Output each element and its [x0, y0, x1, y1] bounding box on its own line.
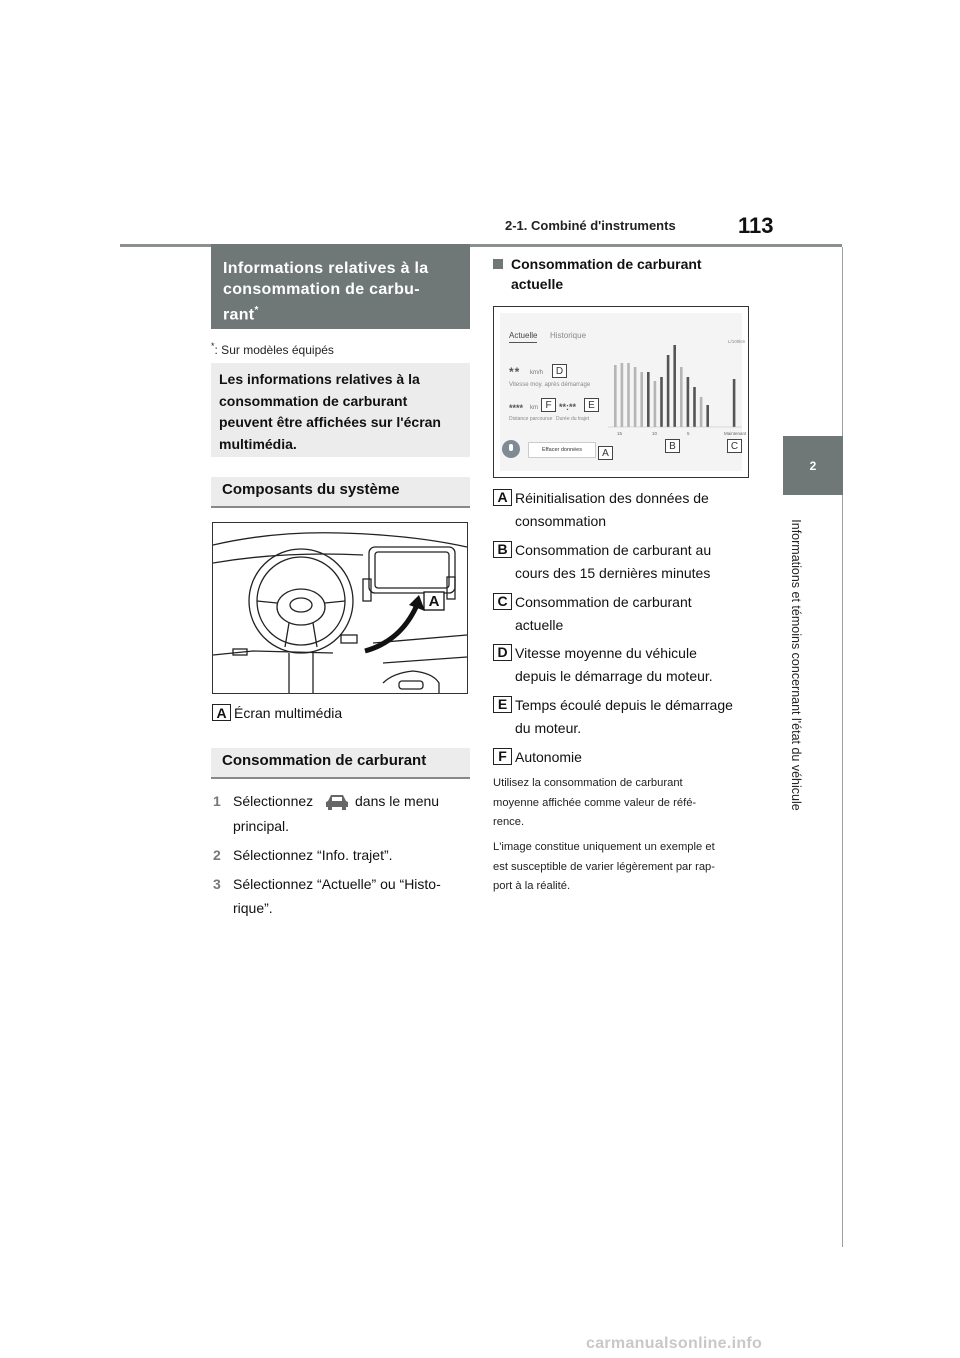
- footnote-star: *: [211, 341, 215, 351]
- main-heading-line: consommation de carbu-: [223, 281, 420, 298]
- step-text: Sélectionnez “Actuelle” ou “Histo-: [233, 876, 441, 892]
- step-text: dans le menu: [355, 793, 440, 809]
- section-title: 2-1. Combiné d'instruments: [505, 218, 676, 233]
- square-bullet-icon: [493, 259, 503, 269]
- chart-bar: [614, 365, 617, 427]
- speed-value: **: [509, 365, 521, 379]
- footer-watermark: carmanualsonline.info: [586, 1335, 763, 1352]
- caption-text: Écran multimédia: [234, 705, 343, 721]
- consumption-heading: Consommation de carburant: [211, 748, 470, 779]
- step-number: 1: [213, 793, 221, 809]
- note-line: rence.: [493, 816, 525, 828]
- side-divider: [842, 247, 843, 1247]
- callout-b: B: [665, 439, 680, 453]
- footnote: [211, 341, 334, 357]
- chart-bar: [706, 405, 709, 427]
- chapter-tab[interactable]: [783, 436, 843, 495]
- callout-d: D: [552, 364, 567, 378]
- chart-bar: [640, 372, 643, 427]
- chart-bar: [660, 377, 663, 427]
- step-number: 3: [213, 876, 221, 892]
- tab-history[interactable]: Historique: [550, 331, 587, 340]
- caption-label: A: [212, 704, 231, 721]
- main-heading: [211, 244, 470, 329]
- main-heading-line: Informations relatives à la: [223, 260, 429, 277]
- chart-bar: [647, 372, 650, 427]
- components-heading: Composants du système: [211, 477, 470, 508]
- legend-text: Consommation de carburant au: [515, 542, 712, 558]
- step-number: 2: [213, 847, 221, 863]
- chapter-number: 2: [809, 458, 817, 473]
- main-heading-line: rant: [223, 306, 255, 324]
- step-text: Sélectionnez “Info. trajet”.: [233, 847, 393, 863]
- step-text: rique”.: [233, 900, 273, 916]
- footnote-marker: *: [254, 305, 259, 316]
- intro-line: peuvent être affichées sur l'écran: [219, 414, 441, 430]
- tab-current[interactable]: Actuelle: [509, 331, 537, 343]
- step-text: principal.: [233, 818, 290, 834]
- intro-line: multimédia.: [219, 435, 297, 452]
- legend-label: B: [493, 541, 512, 558]
- legend-label: E: [493, 696, 512, 713]
- chart-bar: [634, 367, 637, 427]
- title-line: actuelle: [511, 276, 564, 292]
- chart-bar: [627, 363, 630, 427]
- legend-text: Temps écoulé depuis le démarrage: [515, 697, 733, 713]
- chart-bar: [621, 363, 624, 427]
- callout-a-label: A: [428, 593, 440, 610]
- car-icon: [325, 793, 349, 817]
- step-1: [213, 789, 471, 838]
- multimedia-screen-illustration: [493, 306, 749, 478]
- axis-label-now: Maintenant: [724, 431, 747, 436]
- legend-label: A: [493, 489, 512, 506]
- distance-label: Distance parcourue: [509, 416, 553, 422]
- time-value: **:**: [559, 402, 577, 412]
- chapter-title: Informations et témoins concernant l'état du véhicule: [789, 519, 803, 811]
- note-line: Utilisez la consommation de carburant: [493, 777, 683, 789]
- step-3: [213, 872, 471, 920]
- chapter-title-vertical: [770, 495, 822, 835]
- callout-c: C: [727, 439, 742, 453]
- consumption-bar-chart: [608, 343, 742, 429]
- axis-label-5: 5: [687, 431, 690, 436]
- note-example: [493, 838, 755, 897]
- intro-line: Les informations relatives à la: [219, 371, 420, 387]
- reset-data-button[interactable]: Effacer données: [528, 442, 596, 458]
- mic-icon[interactable]: [502, 440, 520, 458]
- axis-label-15: 15: [617, 431, 623, 436]
- intro-line: consommation de carburant: [219, 392, 408, 409]
- chart-bar: [680, 367, 683, 427]
- speed-unit: km/h: [530, 370, 544, 376]
- chart-bar: [687, 377, 690, 427]
- legend-text: depuis le démarrage du moteur.: [515, 668, 713, 684]
- legend-text: Réinitialisation des données de: [515, 490, 709, 506]
- legend-text: Autonomie: [515, 749, 582, 765]
- time-label: Durée du trajet: [556, 416, 590, 422]
- distance-value: ****: [509, 403, 524, 413]
- note-reference: [493, 774, 755, 833]
- axis-label-10: 10: [652, 431, 658, 436]
- chart-bar: [700, 397, 703, 427]
- figure-caption: [212, 704, 343, 723]
- note-line: moyenne affichée comme valeur de réfé-: [493, 796, 697, 809]
- dashboard-illustration: [212, 522, 468, 694]
- callout-e: E: [584, 398, 599, 412]
- legend-label: D: [493, 644, 512, 661]
- chart-bar: [667, 355, 670, 427]
- page-number: 113: [738, 213, 774, 238]
- legend-label: F: [493, 748, 512, 765]
- legend-label: C: [493, 593, 512, 610]
- step-2: [213, 843, 471, 867]
- note-line: port à la réalité.: [493, 880, 571, 892]
- chart-bar: [673, 345, 676, 427]
- legend-text: cours des 15 dernières minutes: [515, 565, 711, 581]
- chart-bar: [654, 381, 657, 427]
- callout-a: A: [598, 446, 613, 460]
- legend-text: Vitesse moyenne du véhicule: [515, 645, 697, 661]
- legend-text: du moteur.: [515, 720, 582, 736]
- legend-text: Consommation de carburant: [515, 594, 692, 610]
- dashboard-drawing: [213, 523, 467, 693]
- distance-unit: km: [530, 405, 538, 411]
- legend-text: consommation: [515, 513, 607, 529]
- intro-box: [211, 363, 470, 457]
- note-line: L'image constitue uniquement un exemple et: [493, 841, 715, 853]
- current-consumption-title: [493, 254, 702, 294]
- note-line: est susceptible de varier légèrement par rap-: [493, 860, 715, 873]
- legend-text: actuelle: [515, 617, 564, 633]
- step-text: Sélectionnez: [233, 793, 314, 809]
- speed-label: Vitesse moy. après démarrage: [509, 382, 591, 388]
- chart-bar: [733, 379, 736, 427]
- unit-label: L/100km: [728, 339, 746, 344]
- callout-f: F: [541, 398, 556, 412]
- screen-display: [500, 313, 747, 471]
- footnote-text: : Sur modèles équipés: [214, 343, 334, 357]
- chart-bar: [693, 387, 696, 427]
- title-line: Consommation de carburant: [511, 256, 702, 272]
